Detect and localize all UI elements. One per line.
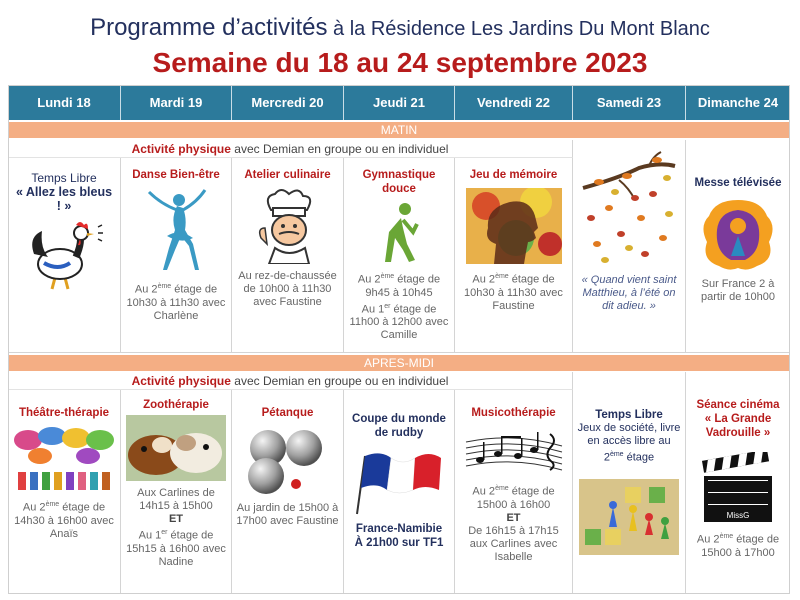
day-header-thursday: Jeudi 21 [344, 85, 455, 120]
activity-details: Au 2ème étage de 10h30 à 11h30 avec Charlène [126, 283, 226, 322]
schedule-grid [8, 85, 790, 594]
activity-title: Zoothérapie [143, 399, 209, 411]
activity-details: Au rez-de-chaussée de 10h00 à 11h30 avec Faustine [238, 270, 337, 308]
prayer-icon [701, 196, 775, 272]
afternoon-friday [455, 390, 573, 594]
dancer-icon [141, 188, 211, 274]
allez-les-bleus: « Allez les bleus ! » [15, 185, 113, 213]
day-header-sunday: Dimanche 24 [686, 85, 790, 120]
morning-sunday [686, 140, 790, 353]
morning-wednesday [232, 158, 344, 353]
activity-details: Au 2ème étage de 9h45 à 10h45 Au 1er étage de 11h00 à 12h00 avec Camille [349, 273, 449, 342]
theatre-people-icon [14, 426, 114, 492]
morning-monday [8, 158, 121, 353]
day-header-tuesday: Mardi 19 [121, 85, 232, 120]
day-header-friday: Vendredi 22 [455, 85, 573, 120]
day-header-monday: Lundi 18 [8, 85, 121, 120]
activity-title: Danse Bien-être [132, 169, 220, 181]
afternoon-monday [8, 390, 121, 594]
page-title-line1: Programme d’activités à la Résidence Les Jardins Du Mont Blanc [90, 14, 710, 41]
activity-details: Sur France 2 à partir de 10h00 [701, 278, 775, 303]
band-morning: MATIN [8, 122, 790, 138]
activity-title: Coupe du monde de rudby [352, 413, 446, 439]
match-label: France-Namibie [355, 523, 443, 535]
page-title-week: Semaine du 18 au 24 septembre 2023 [152, 47, 648, 78]
physical-activity-morning: Activité physique avec Demian en groupe ou en individuel [8, 140, 573, 158]
activity-title: Pétanque [261, 407, 314, 419]
clapperboard-label: MissG [726, 511, 750, 520]
afternoon-tuesday [121, 390, 232, 594]
activity-title: Musicothérapie [471, 407, 556, 419]
clapperboard-icon [700, 452, 776, 524]
afternoon-thursday [344, 390, 455, 594]
movie-title: « La Grande Vadrouille » [704, 413, 772, 439]
board-game-icon [579, 479, 679, 555]
music-notes-icon [464, 426, 564, 476]
activity-details: Au jardin de 15h00 à 17h00 avec Faustine [236, 502, 339, 527]
activity-title: Messe télévisée [694, 177, 782, 189]
activity-title: Atelier culinaire [244, 169, 331, 181]
day-header-saturday: Samedi 23 [573, 85, 686, 120]
activity-details: Au 2ème étage de 15h00 à 16h00 ET De 16h15 à 17h15 aux Carlines avec Isabelle [468, 485, 559, 563]
morning-saturday [573, 140, 686, 353]
activity-details: Jeux de société, livre en accès libre au 2ème étage [577, 422, 681, 464]
guinea-pig-icon [126, 415, 226, 481]
saint-matthieu-quote: « Quand vient saint Matthieu, à l’été on dit adieu. » [581, 274, 677, 312]
activity-details: Au 2ème étage de 15h00 à 17h00 [696, 533, 780, 559]
band-afternoon: APRES-MIDI [8, 355, 790, 371]
free-time-label: Temps Libre [31, 171, 97, 185]
day-header-wednesday: Mercredi 20 [232, 85, 344, 120]
activity-title: Séance cinéma [696, 399, 780, 411]
physical-activity-afternoon: Activité physique avec Demian en groupe ou en individuel [8, 372, 573, 390]
chef-icon [253, 188, 323, 264]
french-flag-icon [351, 446, 447, 516]
morning-tuesday [121, 158, 232, 353]
activity-title: Théâtre-thérapie [18, 407, 110, 419]
morning-thursday [344, 158, 455, 353]
activity-details: Aux Carlines de 14h15 à 15h00 ET Au 1er étage de 15h15 à 16h00 avec Nadine [126, 487, 226, 568]
activity-title: Jeu de mémoire [469, 169, 558, 181]
activity-title: Gymnastique douce [362, 169, 436, 195]
memory-head-icon [466, 188, 562, 264]
activity-details: Au 2ème étage de 10h30 à 11h30 avec Faustine [464, 273, 563, 312]
petanque-balls-icon [238, 426, 338, 496]
gym-icon [379, 202, 419, 264]
afternoon-sunday [686, 372, 790, 594]
match-time: À 21h00 sur TF1 [354, 537, 444, 549]
activity-title: Temps Libre [595, 409, 663, 421]
morning-friday [455, 158, 573, 353]
activity-details: Au 2ème étage de 14h30 à 16h00 avec Anaïs [14, 501, 114, 540]
afternoon-saturday [573, 372, 686, 594]
afternoon-wednesday [232, 390, 344, 594]
autumn-branch-icon [579, 148, 679, 268]
rooster-icon [24, 219, 104, 299]
